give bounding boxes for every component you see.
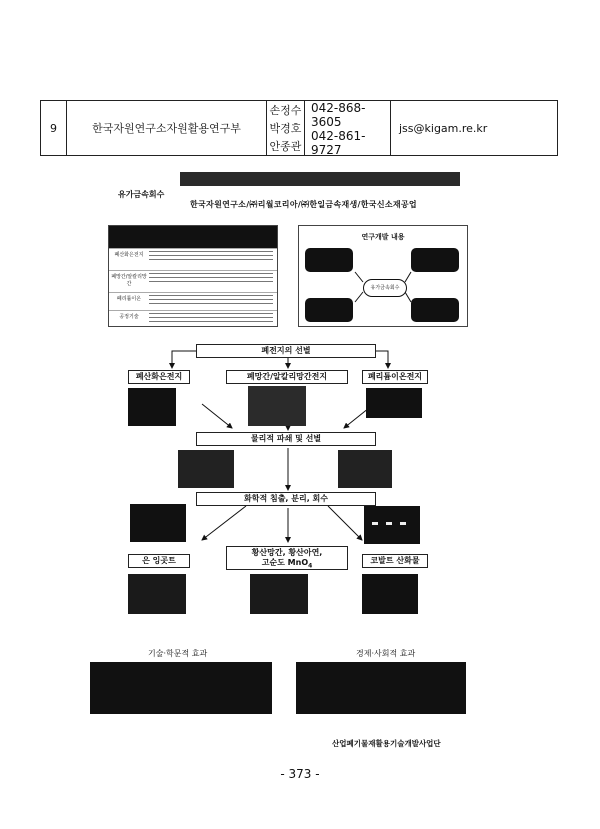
step-sorting-box: 폐전지의 선별 <box>196 344 376 358</box>
output-manganese-subscript: 4 <box>308 562 313 570</box>
output-manganese-line1: 황산망간, 황산아연, <box>251 548 323 557</box>
econ-effects-title: 경제·사회적 효과 <box>356 649 416 658</box>
output-manganese-formula: 고순도 MnO <box>261 558 309 567</box>
output-manganese-box <box>226 546 348 570</box>
source-silver-oxide-box: 폐산화은전지 <box>128 370 190 384</box>
tech-effects-title: 기술·학문적 효과 <box>148 649 208 658</box>
phone-2: 042-861-9727 <box>311 129 366 157</box>
output-silver-ingot-box: 은 잉곳트 <box>128 554 190 568</box>
sample-dot <box>386 522 392 525</box>
summary-row-label: 폐산화은전지 <box>114 252 144 258</box>
tech-effects-block <box>90 662 272 714</box>
footer-organization: 산업폐기물재활용기술개발사업단 <box>332 739 441 748</box>
photo-leaching-2 <box>364 506 420 544</box>
photo-manganese-product <box>250 574 308 614</box>
name-3: 안종관 <box>269 140 302 153</box>
summary-row-label: 공정기술 <box>119 314 139 320</box>
summary-row-label: 폐망간/알칼리망간 <box>111 274 147 287</box>
name-2: 박경호 <box>269 122 302 135</box>
photo-cobalt-oxide <box>362 574 418 614</box>
banner-label: 유가금속회수 <box>118 190 165 199</box>
page-number: - 373 - <box>280 767 320 781</box>
content-center-label: 유가금속회수 <box>363 279 407 297</box>
row-number: 9 <box>41 101 67 155</box>
step-crushing-box: 물리적 파쇄 및 선별 <box>196 432 376 446</box>
photo-silver-battery <box>128 388 176 426</box>
source-manganese-box: 폐망간/알칼리망간전지 <box>226 370 348 384</box>
photo-silver-ingot <box>128 574 186 614</box>
source-lithium-box: 폐리튬이온전지 <box>362 370 428 384</box>
sample-dot <box>400 522 406 525</box>
phone-1: 042-868-3605 <box>311 101 366 129</box>
banner-participants: 한국자원연구소/㈜리월코리아/㈜한일금속재생/한국신소재공업 <box>190 200 417 209</box>
photo-manganese-battery <box>248 386 306 426</box>
photo-crushed-1 <box>178 450 234 488</box>
output-manganese-line2 <box>227 558 347 572</box>
photo-leaching-1 <box>130 504 186 542</box>
summary-row-label: 폐리튬이온 <box>116 296 142 302</box>
organization-cell: 한국자원연구소자원활용연구부 <box>67 101 267 155</box>
output-cobalt-box: 코발트 산화물 <box>362 554 428 568</box>
photo-lithium-battery <box>366 388 422 418</box>
email-cell: jss@kigam.re.kr <box>399 121 488 135</box>
research-content-title: 연구개발 내용 <box>361 233 405 241</box>
sample-dot <box>372 522 378 525</box>
name-1: 손정수 <box>269 104 302 117</box>
econ-effects-block <box>296 662 466 714</box>
step-leaching-box: 화학적 침출, 분리, 회수 <box>196 492 376 506</box>
photo-crushed-2 <box>338 450 392 488</box>
